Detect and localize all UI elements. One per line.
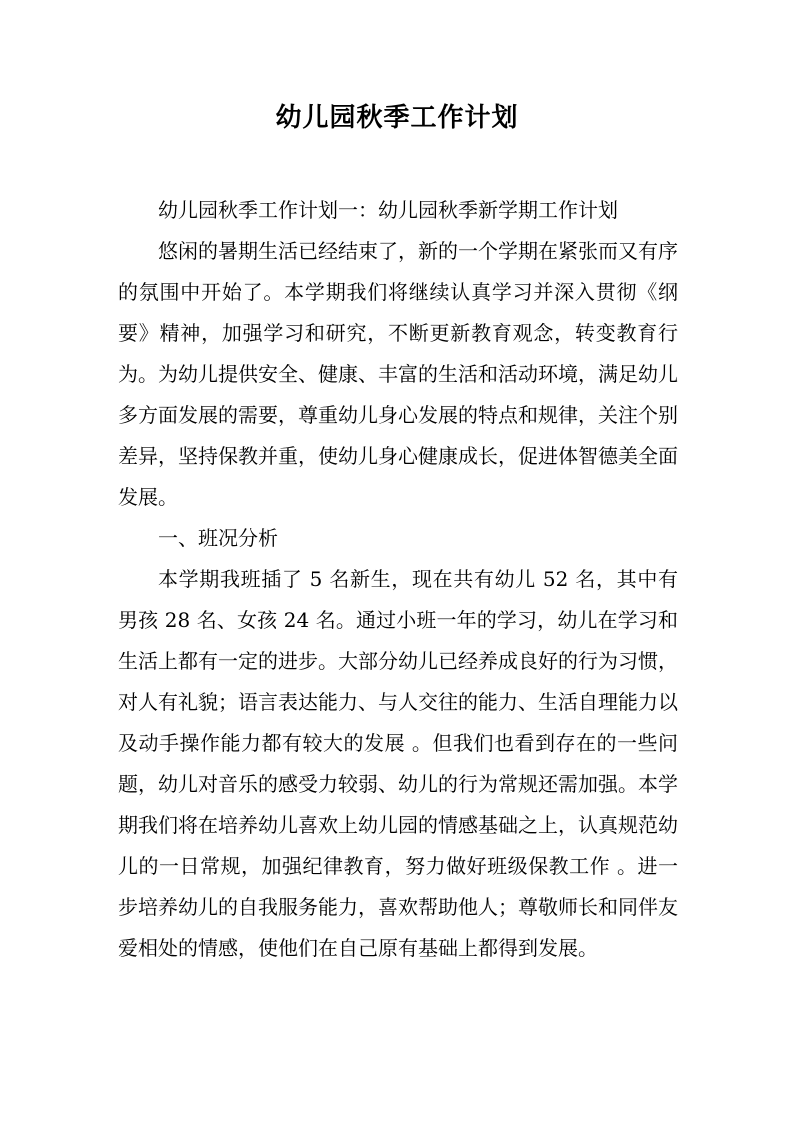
document-body — [118, 190, 678, 969]
paragraph-class-analysis: 本学期我班插了 5 名新生，现在共有幼儿 52 名，其中有男孩 28 名、女孩 24 名。通过小班一年的学习，幼儿在学习和生活上都有一定的进步。大部分幼儿已经养成良好的行为习惯，对人有礼貌；语言表达能力、与人交往的能力、生活自理能力以及动手操作能力都有较大的发展 。但我们也看到存在的一些问题，幼儿对音乐的感受力较弱、幼儿的行为常规还需加强。本学期我们将在培养幼儿喜欢上幼儿园的情感基础之上，认真规范幼儿的一日常规，加强纪律教育，努力做好班级保教工作 。进一步培养幼儿的自我服务能力，喜欢帮助他人；尊敬师长和同伴友爱相处的情感，使他们在自己原有基础上都得到发展。 — [118, 567, 678, 960]
paragraph-intro: 悠闲的暑期生活已经结束了，新的一个学期在紧张而又有序的氛围中开始了。本学期我们将继续认真学习并深入贯彻《纲要》精神，加强学习和研究，不断更新教育观念，转变教育行为。为幼儿提供安全、健康、丰富的生活和活动环境，满足幼儿多方面发展的需要，尊重幼儿身心发展的特点和规律，关注个别差异，坚持保教并重，使幼儿身心健康成长，促进体智德美全面发展。 — [118, 239, 678, 509]
document-title: 幼儿园秋季工作计划 — [275, 103, 519, 133]
section-heading-plan-one: 幼儿园秋季工作计划一：幼儿园秋季新学期工作计划 — [158, 198, 618, 222]
section-heading-class-analysis: 一、班况分析 — [158, 526, 278, 550]
